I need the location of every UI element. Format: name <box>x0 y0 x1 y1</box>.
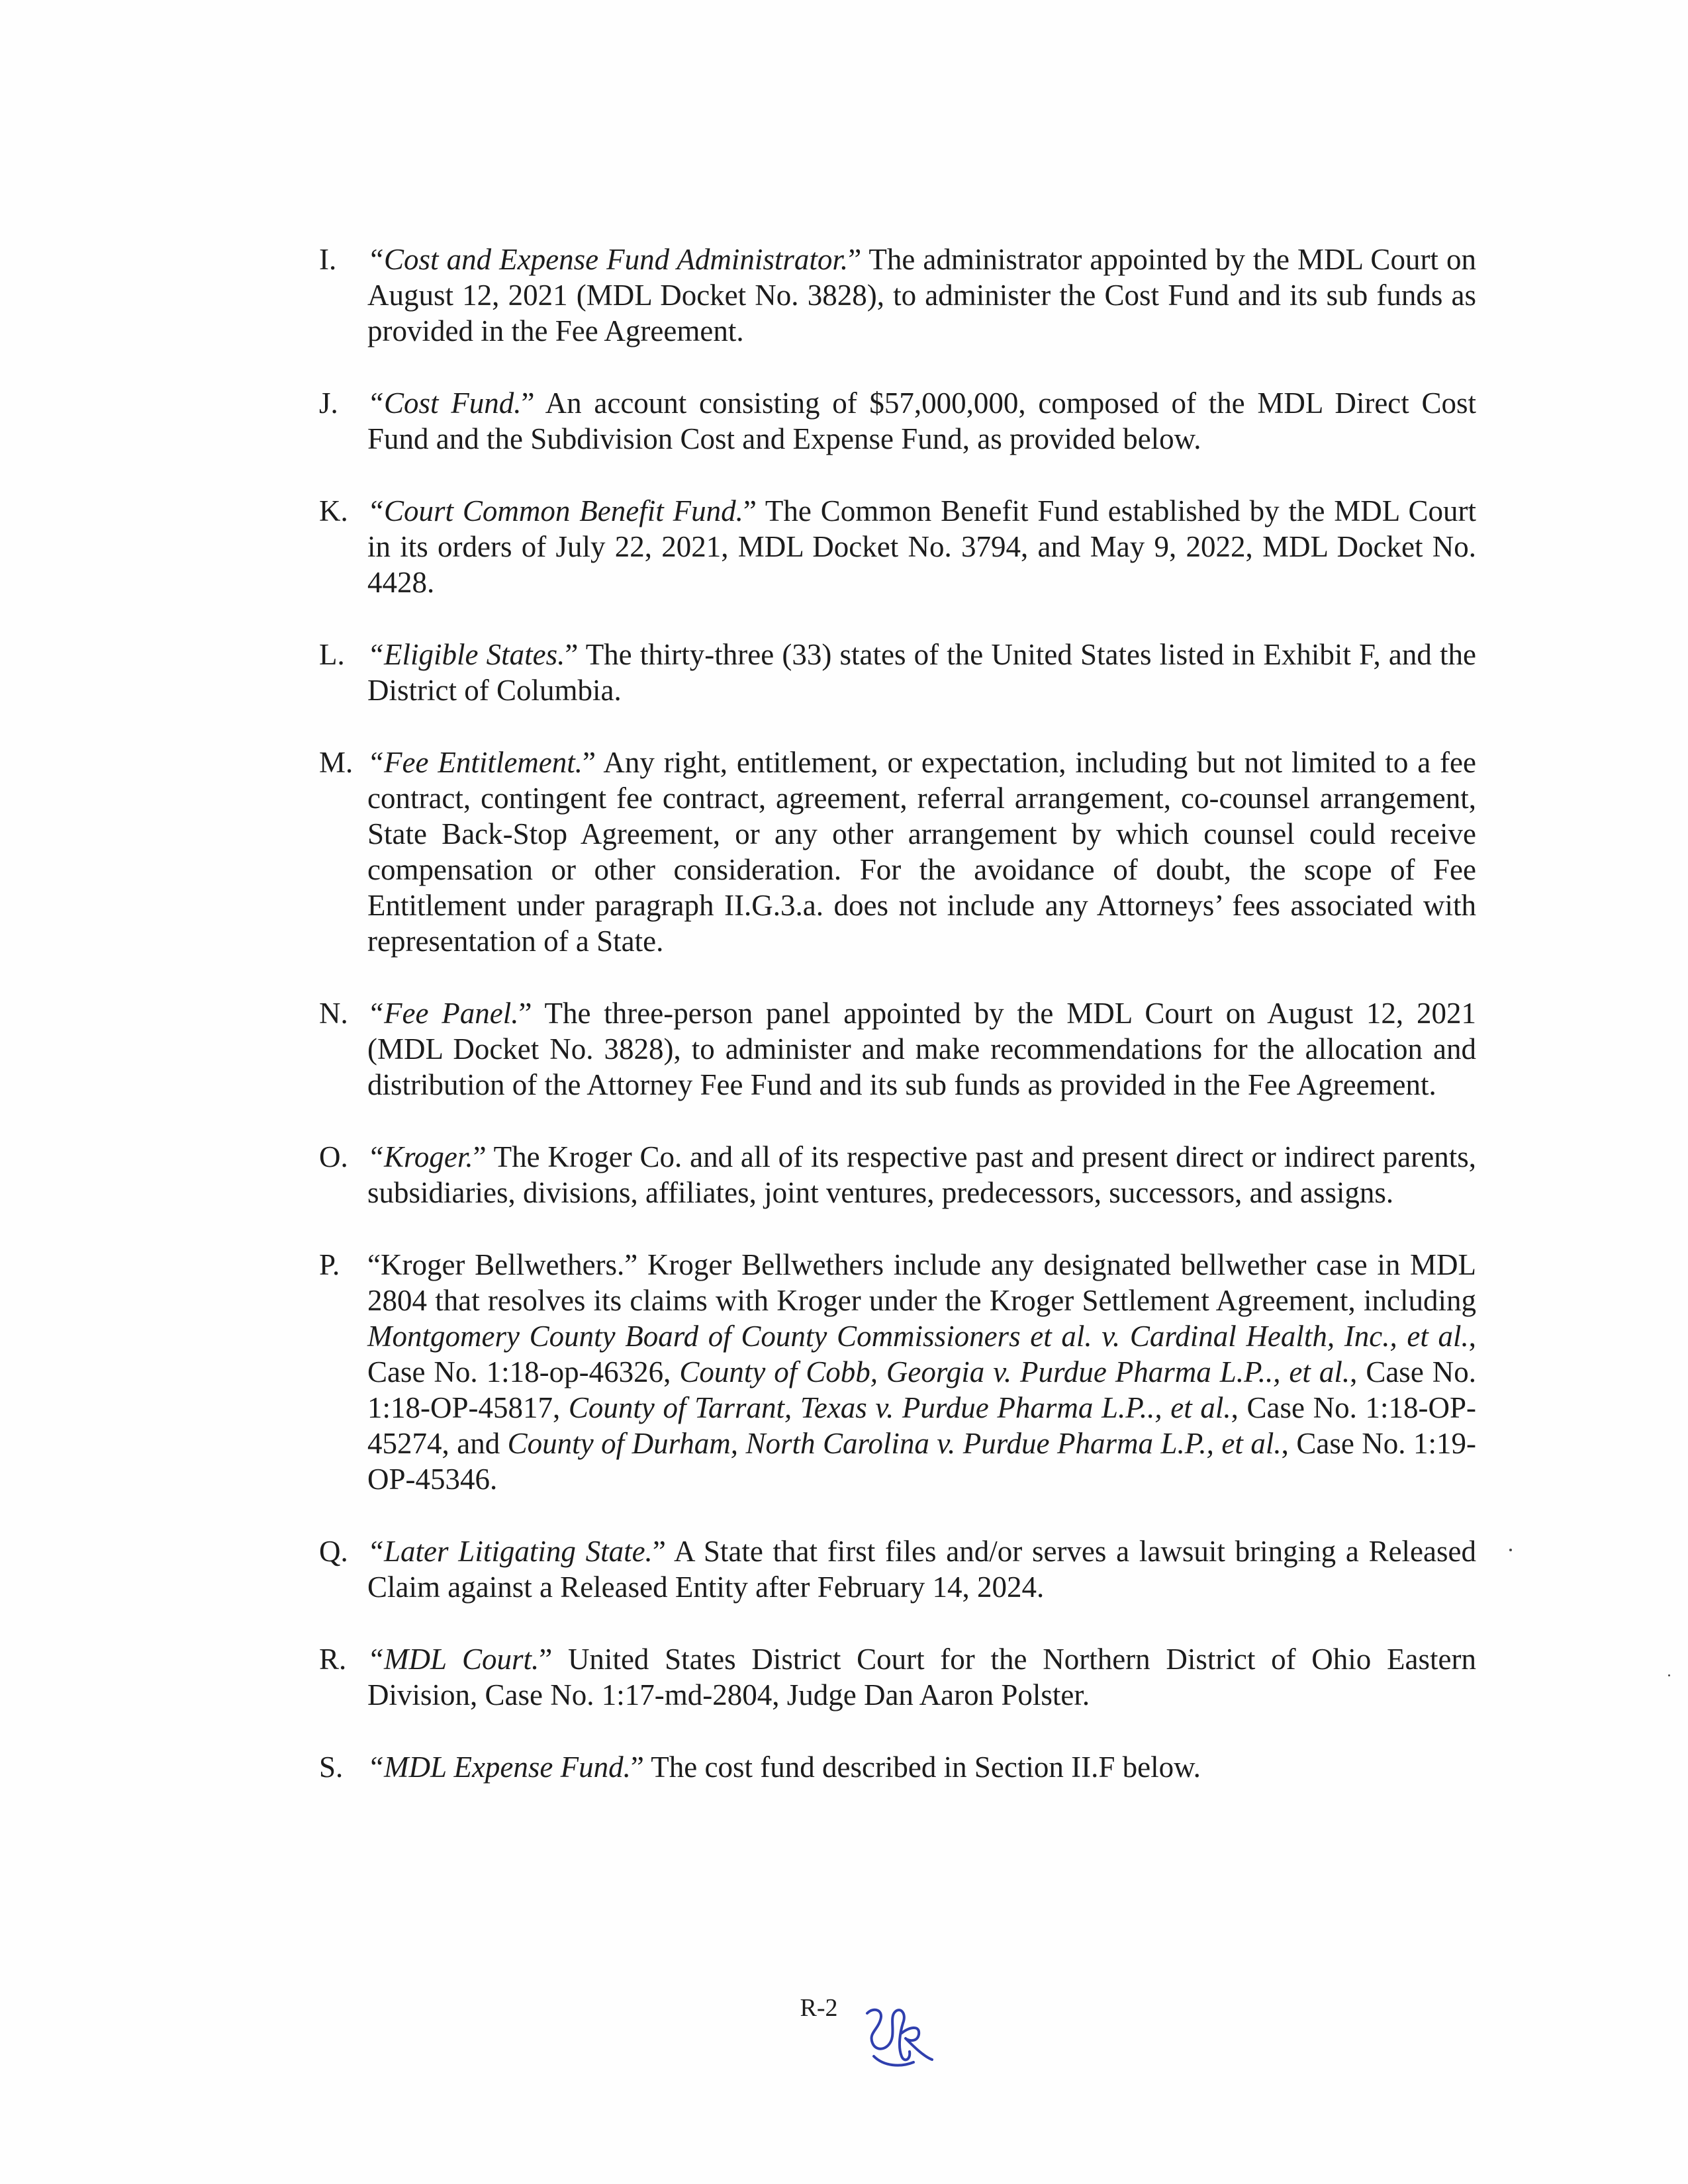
definition-letter: N. <box>319 997 348 1030</box>
definition-item-M <box>311 745 1476 959</box>
scan-speck <box>1509 1549 1512 1551</box>
definition-letter: S. <box>319 1751 344 1784</box>
case-number: , Case No. 1:18-op-46326, <box>367 1320 1476 1388</box>
scan-speck <box>1668 1674 1670 1676</box>
definition-term: “Eligible States. <box>367 638 565 671</box>
definition-item-Q <box>311 1533 1476 1605</box>
definition-letter: I. <box>319 243 337 276</box>
case-number: , Case No. 1:18-OP-45274, and <box>367 1391 1476 1460</box>
definition-text: “Kroger Bellwethers.” Kroger Bellwethers include any designated bellwether case in MDL 2804 that resolves its claims with Kroger under the Kroger Settlement Agreement, including <box>367 1248 1476 1317</box>
definition-letter: K. <box>319 494 348 527</box>
definition-term: “Cost Fund. <box>367 387 522 420</box>
definition-text: ” Any right, entitlement, or expectation, including but not limited to a fee contract, contingent fee contract, agreement, referral arrangement, co-counsel arrangement, State Back-Stop Agreement, or any other arrangement by which counsel could receive compensation or other consideration. For the avoidance of doubt, the scope of Fee Entitlement under paragraph II.G.3.a. does not include any Attorneys’ fees associated with representation of a State. <box>367 746 1477 958</box>
definition-text: ” United States District Court for the Northern District of Ohio Eastern Division, Case No. 1:17-md-2804, Judge Dan Aaron Polster. <box>367 1643 1476 1711</box>
definition-item-S <box>311 1749 1476 1785</box>
definition-text: ” A State that first files and/or serves a lawsuit bringing a Released Claim against a Released Entity after February 14, 2024. <box>367 1535 1476 1604</box>
definition-item-R <box>311 1641 1476 1713</box>
definition-letter: M. <box>319 746 353 779</box>
definition-text: ” The thirty-three (33) states of the United States listed in Exhibit F, and the District of Columbia. <box>367 638 1476 707</box>
definition-text: ” An account consisting of $57,000,000, composed of the MDL Direct Cost Fund and the Subdivision Cost and Expense Fund, as provided below. <box>367 387 1476 455</box>
case-number: , Case No. 1:19-OP-45346. <box>367 1427 1476 1496</box>
definition-text: ” The Kroger Co. and all of its respective past and present direct or indirect parents, subsidiaries, divisions, affiliates, joint ventures, predecessors, successors, and assigns. <box>367 1140 1476 1209</box>
page-number: R-2 <box>800 1994 838 2022</box>
definition-term: “MDL Court. <box>367 1643 539 1676</box>
definition-text: ” The administrator appointed by the MDL Court on August 12, 2021 (MDL Docket No. 3828), to administer the Cost Fund and its sub funds as provided in the Fee Agreement. <box>367 243 1476 347</box>
case-name: County of Cobb, Georgia v. Purdue Pharma L.P.., et al. <box>679 1355 1350 1388</box>
definition-term: “Cost and Expense Fund Administrator. <box>367 243 849 276</box>
definition-item-O <box>311 1139 1476 1210</box>
case-number: , Case No. 1:18-OP-45817, <box>367 1355 1476 1424</box>
case-name: County of Tarrant, Texas v. Purdue Pharma L.P.., et al. <box>568 1391 1231 1424</box>
definition-letter: L. <box>319 638 345 671</box>
definition-letter: P. <box>319 1248 340 1281</box>
page-footer <box>0 1993 1688 2023</box>
definition-term: “MDL Expense Fund. <box>367 1751 631 1784</box>
definition-letter: R. <box>319 1643 347 1676</box>
definition-letter: J. <box>319 387 338 420</box>
definition-text: ” The cost fund described in Section II.F below. <box>630 1751 1201 1784</box>
definition-text: ” The Common Benefit Fund established by the MDL Court in its orders of July 22, 2021, MDL Docket No. 3794, and May 9, 2022, MDL Docket No. 4428. <box>367 494 1476 599</box>
case-name: County of Durham, North Carolina v. Purdue Pharma L.P., et al. <box>507 1427 1282 1460</box>
case-name: Montgomery County Board of County Commissioners et al. v. Cardinal Health, Inc., et al. <box>367 1320 1469 1353</box>
definition-letter: Q. <box>319 1535 348 1568</box>
definition-item-K <box>311 493 1476 600</box>
definition-term: “Fee Entitlement. <box>367 746 583 779</box>
definition-term: “Fee Panel. <box>367 997 519 1030</box>
definition-term: “Court Common Benefit Fund. <box>367 494 743 527</box>
definition-item-I <box>311 242 1476 349</box>
definition-text: ” The three-person panel appointed by the MDL Court on August 12, 2021 (MDL Docket No. 3828), to administer and make recommendations for the allocation and distribution of the Attorney Fee Fund and its sub funds as provided in the Fee Agreement. <box>367 997 1476 1101</box>
handwritten-initials-signature <box>854 1993 940 2073</box>
definition-item-L <box>311 637 1476 708</box>
definitions-list <box>311 242 1476 1821</box>
definition-letter: O. <box>319 1140 348 1173</box>
definition-item-J <box>311 385 1476 457</box>
definition-item-N <box>311 995 1476 1103</box>
definition-term: “Later Litigating State. <box>367 1535 653 1568</box>
definition-term: “Kroger. <box>367 1140 473 1173</box>
definition-item-P <box>311 1247 1476 1497</box>
